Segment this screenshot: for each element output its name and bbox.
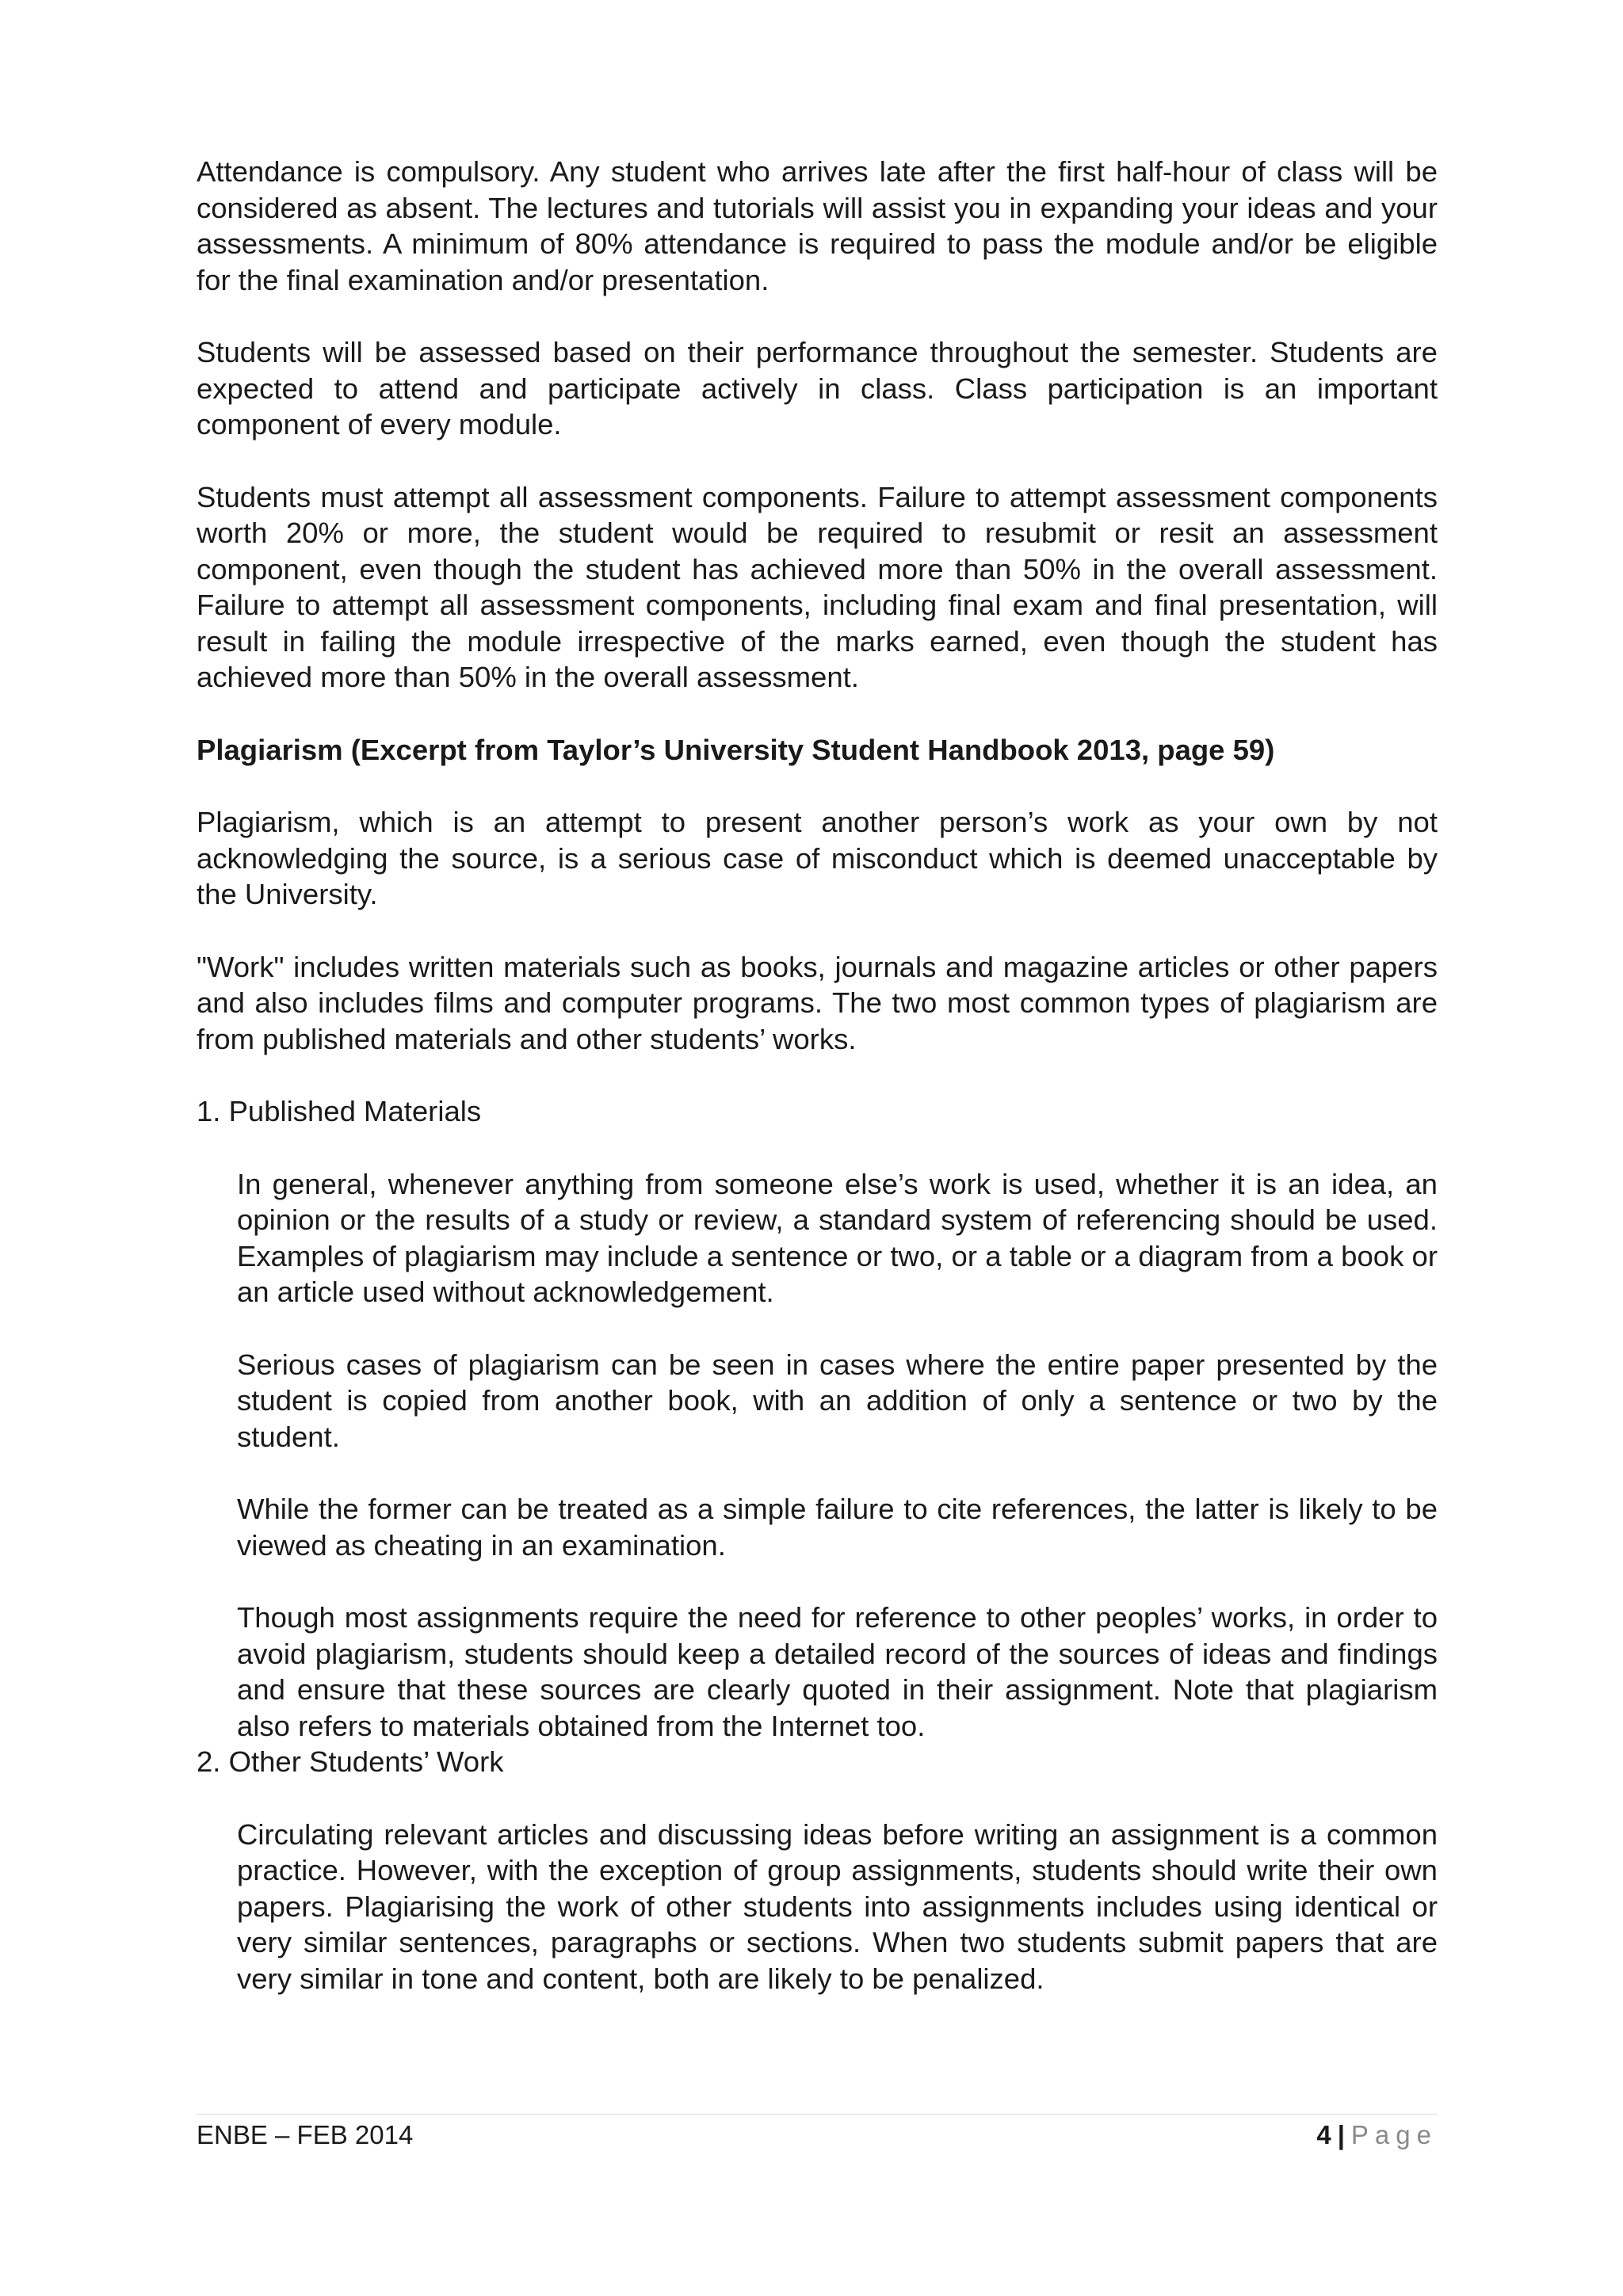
footer-course-code: ENBE – FEB 2014 bbox=[197, 2120, 414, 2149]
paragraph-gap bbox=[197, 1310, 1438, 1347]
assessment-paragraph: Students will be assessed based on their performance throughout the semester. Students are expected to attend and participate actively in class. Class participation is an important component of every module. bbox=[197, 336, 1438, 441]
attendance-paragraph: Attendance is compulsory. Any student who arrives late after the first half-hour of class will be considered as absent. The lectures and tutorials will assist you in expanding your ideas and your assessments. A minimum of 80% attendance is required to pass the module and/or be eligible for the final examination and/or presentation. bbox=[197, 155, 1438, 296]
published-materials-paragraph-2: Serious cases of plagiarism can be seen in cases where the entire paper presented by the student is copied from another book, with an addition of only a sentence or two by the student. bbox=[237, 1348, 1438, 1453]
paragraph-gap bbox=[197, 913, 1438, 949]
plagiarism-definition-paragraph: Plagiarism, which is an attempt to present another person’s work as your own by not acknowledging the source, is a serious case of misconduct which is deemed unacceptable by the University. bbox=[197, 806, 1438, 910]
page-content bbox=[197, 154, 1438, 1997]
published-materials-paragraph-4: Though most assignments require the need for reference to other peoples’ works, in order to avoid plagiarism, students should keep a detailed record of the sources of ideas and findings and ensure that these sources are clearly quoted in their assignment. Note that plagiarism also refers to materials obtained from the Internet too. bbox=[237, 1601, 1438, 1742]
plagiarism-heading: Plagiarism (Excerpt from Taylor’s University Student Handbook 2013, page 59) bbox=[197, 733, 1275, 766]
paragraph-gap bbox=[197, 1130, 1438, 1166]
other-students-work-paragraph: Circulating relevant articles and discussing ideas before writing an assignment is a common practice. However, with the exception of group assignments, students should write their own papers. Plagiarising the work of other students into assignments includes using identical or very similar sentences, paragraphs or sections. When two students submit papers that are very similar in tone and content, both are likely to be penalized. bbox=[237, 1817, 1438, 1995]
list-item-other-students-work: 2. Other Students’ Work bbox=[197, 1745, 504, 1778]
footer-page-indicator bbox=[1316, 2119, 1438, 2151]
components-paragraph: Students must attempt all assessment components. Failure to attempt assessment components worth 20% or more, the student would be required to resubmit or resit an assessment component, even though the student has achieved more than 50% in the overall assessment. Failure to attempt all assessment components, including final exam and final presentation, will result in failing the module irrespective of the marks earned, even though the student has achieved more than 50% in the overall assessment. bbox=[197, 480, 1438, 693]
published-materials-paragraph-3: While the former can be treated as a simple failure to cite references, the latter is likely to be viewed as cheating in an examination. bbox=[237, 1493, 1438, 1562]
list-item-published-materials: 1. Published Materials bbox=[197, 1095, 482, 1127]
published-materials-paragraph-1: In general, whenever anything from someone else’s work is used, whether it is an idea, an opinion or the results of a study or review, a standard system of referencing should be used. Examples of plagiarism may include a sentence or two, or a table or a diagram from a book or an article used without acknowledgement. bbox=[237, 1167, 1438, 1308]
footer-separator: | bbox=[1337, 2120, 1345, 2149]
page-footer bbox=[197, 2114, 1438, 2151]
paragraph-gap bbox=[197, 1563, 1438, 1600]
page-label: Page bbox=[1350, 2120, 1438, 2149]
paragraph-gap bbox=[197, 1780, 1438, 1817]
page-number: 4 bbox=[1316, 2120, 1331, 2149]
paragraph-gap bbox=[197, 443, 1438, 479]
paragraph-gap bbox=[197, 1057, 1438, 1093]
paragraph-gap bbox=[197, 1455, 1438, 1491]
paragraph-gap bbox=[197, 298, 1438, 334]
paragraph-gap bbox=[197, 768, 1438, 804]
paragraph-gap bbox=[197, 696, 1438, 732]
work-definition-paragraph: "Work" includes written materials such as books, journals and magazine articles or other papers and also includes films and computer programs. The two most common types of plagiarism are from published materials and other students’ works. bbox=[197, 950, 1438, 1055]
